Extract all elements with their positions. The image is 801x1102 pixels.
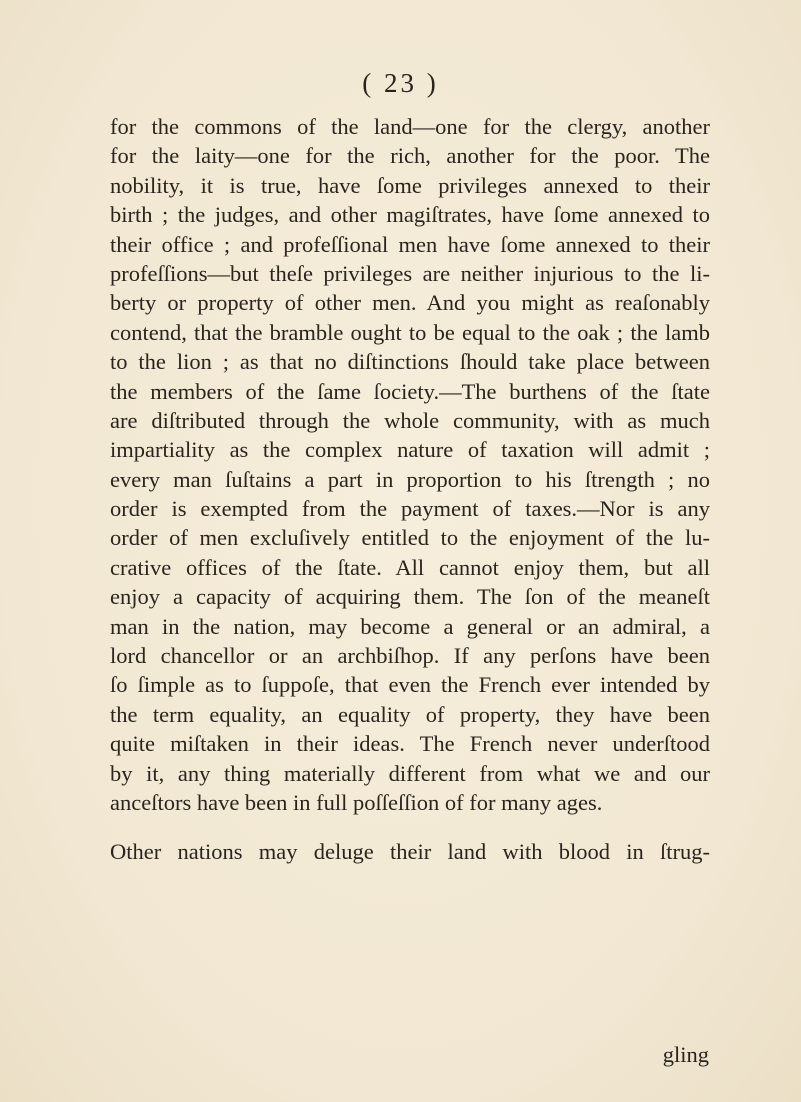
paragraph bbox=[110, 837, 710, 866]
text-line: for the laity—one for the rich, another for the poor. The bbox=[110, 143, 710, 169]
text-line: birth ; the judges, and other magiſtrates, have ſome annexed to bbox=[110, 202, 710, 228]
text-line: order of men excluſively entitled to the enjoyment of the lu- bbox=[110, 525, 710, 551]
text-line: to the lion ; as that no diſtinctions ſhould take place between bbox=[110, 349, 710, 375]
text-line: by it, any thing materially different from what we and our bbox=[110, 760, 710, 786]
text-line: are diſtributed through the whole community, with as much bbox=[110, 407, 710, 433]
text-line: enjoy a capacity of acquiring them. The ſon of the meaneſt bbox=[110, 584, 710, 610]
text-line: lord chancellor or an archbiſhop. If any perſons have been bbox=[110, 643, 710, 669]
text-line: ſo ſimple as to ſuppoſe, that even the French ever intended by bbox=[110, 672, 710, 698]
text-line: profeſſions—but theſe privileges are neither injurious to the li- bbox=[110, 260, 710, 286]
text-line: the members of the ſame ſociety.—The burthens of the ſtate bbox=[110, 378, 710, 404]
text-line: berty or property of other men. And you might as reaſonably bbox=[110, 290, 710, 316]
text-line: anceſtors have been in full poſſeſſion of for many ages. bbox=[110, 789, 603, 815]
text-line: for the commons of the land—one for the clergy, another bbox=[110, 114, 710, 139]
catchword: gling bbox=[662, 1042, 709, 1067]
text-line: nobility, it is true, have ſome privileges annexed to their bbox=[110, 172, 710, 198]
text-line: contend, that the bramble ought to be equal to the oak ; the lamb bbox=[110, 319, 710, 345]
paragraph-gap bbox=[110, 817, 710, 837]
text-line: the term equality, an equality of property, they have been bbox=[110, 701, 710, 727]
paragraph bbox=[110, 112, 710, 817]
text-line: quite miſtaken in their ideas. The French never underſtood bbox=[110, 731, 710, 757]
text-line: Other nations may deluge their land with blood in ſtrug- bbox=[110, 839, 710, 865]
text-line: man in the nation, may become a general or an admiral, a bbox=[110, 613, 710, 639]
page-number: ( 23 ) bbox=[362, 68, 439, 98]
text-line: order is exempted from the payment of taxes.—Nor is any bbox=[110, 496, 710, 522]
text-line: their office ; and profeſſional men have ſome annexed to their bbox=[110, 231, 710, 257]
body-text bbox=[110, 112, 710, 867]
text-line: every man ſuſtains a part in proportion to his ſtrength ; no bbox=[110, 466, 710, 492]
text-line: impartiality as the complex nature of taxation will admit ; bbox=[110, 437, 710, 463]
text-line: crative offices of the ſtate. All cannot enjoy them, but all bbox=[110, 554, 710, 580]
